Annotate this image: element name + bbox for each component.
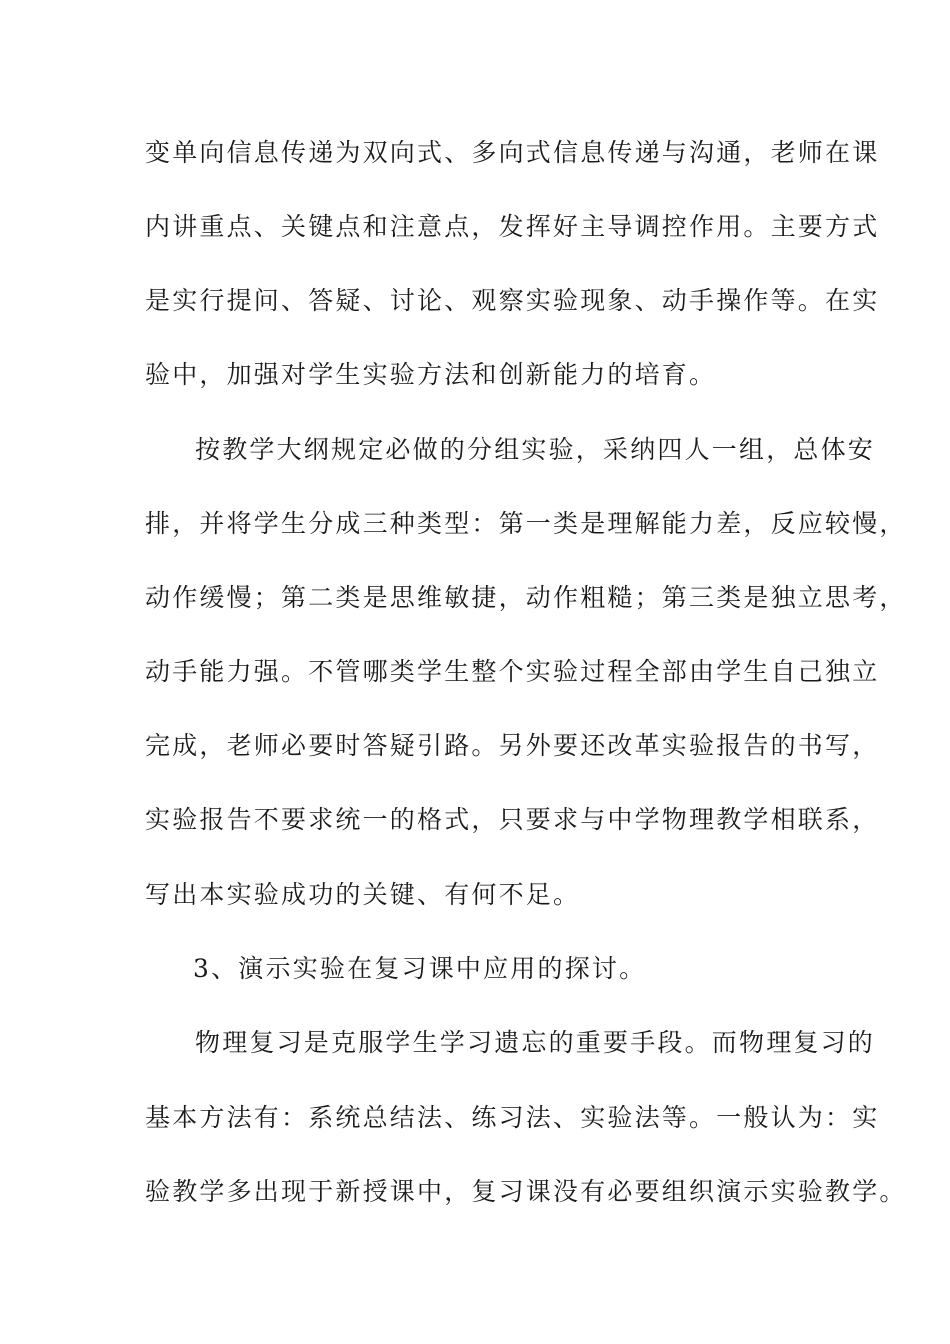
text-line-8: 动手能力强。不管哪类学生整个实验过程全部由学生自己独立: [145, 657, 880, 686]
text-line-14: 基本方法有：系统总结法、练习法、实验法等。一般认为：实: [145, 1103, 880, 1132]
text-line-2: 内讲重点、关键点和注意点，发挥好主导调控作用。主要方式: [145, 212, 880, 241]
text-line-4: 验中，加强对学生实验方法和创新能力的培育。: [145, 360, 717, 389]
text-line-9: 完成，老师必要时答疑引路。另外要还改革实验报告的书写，: [145, 731, 880, 760]
text-line-15: 验教学多出现于新授课中，复习课没有必要组织演示实验教学。: [145, 1177, 907, 1206]
text-line-13: 物理复习是克服学生学习遗忘的重要手段。而物理复习的: [195, 1028, 876, 1057]
text-line-5: 按教学大纲规定必做的分组实验，采纳四人一组，总体安: [195, 435, 876, 464]
text-line-10: 实验报告不要求统一的格式，只要求与中学物理教学相联系，: [145, 805, 880, 834]
text-line-6: 排，并将学生分成三种类型：第一类是理解能力差，反应较慢，: [145, 509, 907, 538]
text-line-7: 动作缓慢；第二类是思维敏捷，动作粗糙；第三类是独立思考，: [145, 583, 907, 612]
text-line-1: 变单向信息传递为双向式、多向式信息传递与沟通，老师在课: [145, 138, 880, 167]
section-heading: 3、演示实验在复习课中应用的探讨。: [193, 954, 647, 983]
text-line-3: 是实行提问、答疑、讨论、观察实验现象、动手操作等。在实: [145, 286, 880, 315]
text-line-11: 写出本实验成功的关键、有何不足。: [145, 880, 581, 909]
